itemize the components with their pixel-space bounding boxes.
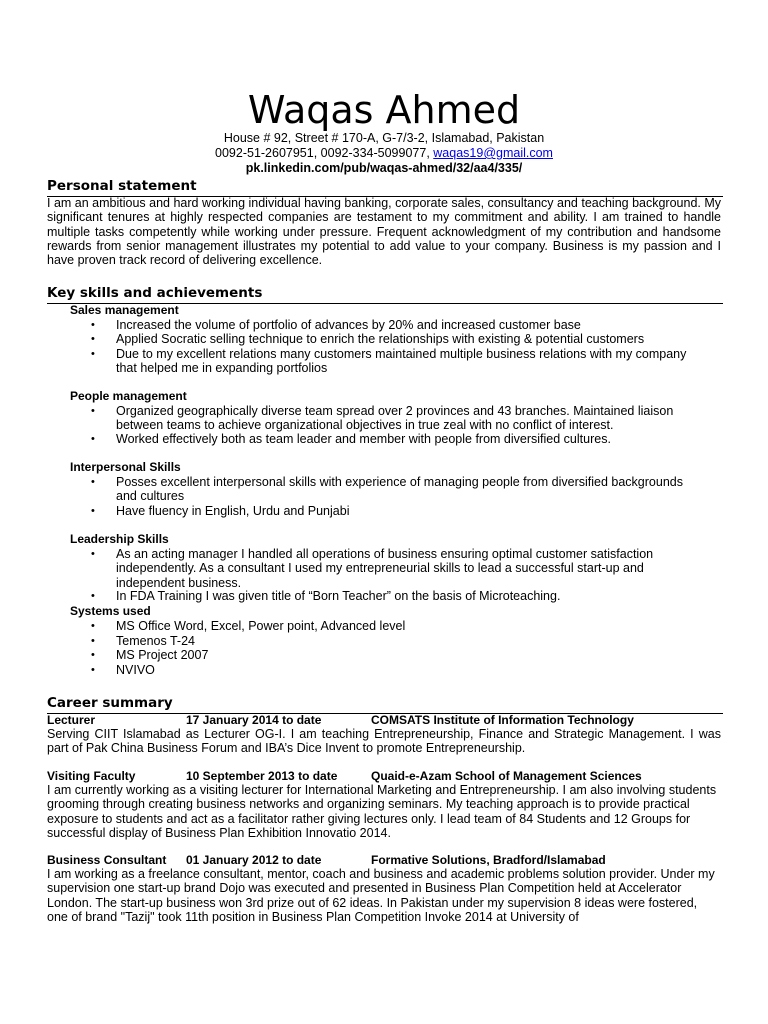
job-organization: COMSATS Institute of Information Technology — [371, 713, 634, 727]
skill-bullet: • NVIVO — [116, 663, 706, 677]
skill-bullet: • Worked effectively both as team leader and member with people from diversified cultures. — [116, 432, 706, 446]
job-date: 17 January 2014 to date — [186, 713, 322, 727]
linkedin-url[interactable]: pk.linkedin.com/pub/waqas-ahmed/32/aa4/335/ — [245, 161, 523, 175]
skill-bullet: • Temenos T-24 — [116, 634, 706, 648]
skill-group-title: Systems used — [70, 604, 151, 618]
skill-bullet: • Applied Socratic selling technique to enrich the relationships with existing & potential customers — [116, 332, 706, 346]
skill-bullet: • Increased the volume of portfolio of advances by 20% and increased customer base — [116, 318, 706, 332]
skill-group-title: Leadership Skills — [70, 532, 169, 546]
skill-bullet: • Posses excellent interpersonal skills with experience of managing people from diversified backgrounds and cultures — [116, 475, 706, 504]
job-description: I am working as a freelance consultant, mentor, coach and business and academic problems solution provider. Under my supervision one start-up brand Dojo was executed and presented in Business Plan Competition held at Accelerator London. The start-up business won 3rd prize out of 62 ideas. In Pakistan under my supervision 8 ideas were fostered, one of brand "Tazij" took 11th position in Business Plan Competition Invoke 2014 at University of — [47, 867, 715, 924]
phone-numbers: 0092-51-2607951, 0092-334-5099077, — [215, 146, 430, 160]
personal-statement-text: I am an ambitious and hard working individual having banking, corporate sales, consultancy and teaching background. My significant tenures at highly respected companies are testament to my commitment and ability. I am trained to handle multiple tasks competently while working under pressure. Frequent acknowledgment of my contribution and handsome rewards from senior management illustrates my potential to add value to your company. Business is my passion and I have proven track record of delivering excellence. — [47, 196, 722, 268]
skill-bullet: • As an acting manager I handled all operations of business ensuring optimal customer satisfaction independently. As a consultant I used my entrepreneurial skills to lead a successful start-up and independent business. — [116, 547, 706, 590]
job-header — [47, 769, 727, 783]
job-organization: Formative Solutions, Bradford/Islamabad — [371, 853, 606, 867]
job-title: Business Consultant — [47, 853, 167, 867]
skill-bullet: • MS Office Word, Excel, Power point, Advanced level — [116, 619, 706, 633]
skill-bullet: • In FDA Training I was given title of “Born Teacher” on the basis of Microteaching. — [116, 589, 706, 603]
job-title: Lecturer — [47, 713, 96, 727]
section-heading-key-skills: Key skills and achievements — [47, 285, 723, 304]
job-header — [47, 713, 727, 727]
phone-email-line — [0, 146, 768, 161]
skill-bullet: • Organized geographically diverse team spread over 2 provinces and 43 branches. Maintained liaison between teams to achieve organizational objectives in true zeal with no conflict of interest. — [116, 404, 706, 433]
skill-group-title: Sales management — [70, 303, 179, 317]
job-date: 01 January 2012 to date — [186, 853, 322, 867]
candidate-name: Waqas Ahmed — [247, 88, 521, 132]
job-title: Visiting Faculty — [47, 769, 136, 783]
skill-bullet: • MS Project 2007 — [116, 648, 706, 662]
skill-bullet: • Due to my excellent relations many customers maintained multiple business relations with my company that helped me in expanding portfolios — [116, 347, 706, 376]
skill-bullet: • Have fluency in English, Urdu and Punjabi — [116, 504, 706, 518]
job-header — [47, 853, 727, 867]
job-description: Serving CIIT Islamabad as Lecturer OG-I. I am teaching Entrepreneurship, Finance and Strategic Management. I was part of Pak China Business Forum and IBA’s Dice Invent to promote Entrepreneurship. — [47, 727, 721, 756]
section-heading-personal-statement: Personal statement — [47, 178, 723, 197]
skill-group-title: Interpersonal Skills — [70, 460, 181, 474]
job-description: I am currently working as a visiting lecturer for International Marketing and Entrepreneurship. I am also involving students grooming through creating business networks and organizing seminars. My teaching approach is to provide practical exposure to students and act as a facilitator rather giving lectures only. I lead team of 84 Students and 12 Groups for successful display of Business Plan Exhibition Innovatio 2014. — [47, 783, 717, 840]
email-link[interactable]: waqas19@gmail.com — [433, 146, 553, 160]
job-date: 10 September 2013 to date — [186, 769, 338, 783]
section-heading-career-summary: Career summary — [47, 695, 723, 714]
skill-group-title: People management — [70, 389, 187, 403]
address-line: House # 92, Street # 170-A, G-7/3-2, Islamabad, Pakistan — [223, 131, 545, 145]
job-organization: Quaid-e-Azam School of Management Sciences — [371, 769, 642, 783]
